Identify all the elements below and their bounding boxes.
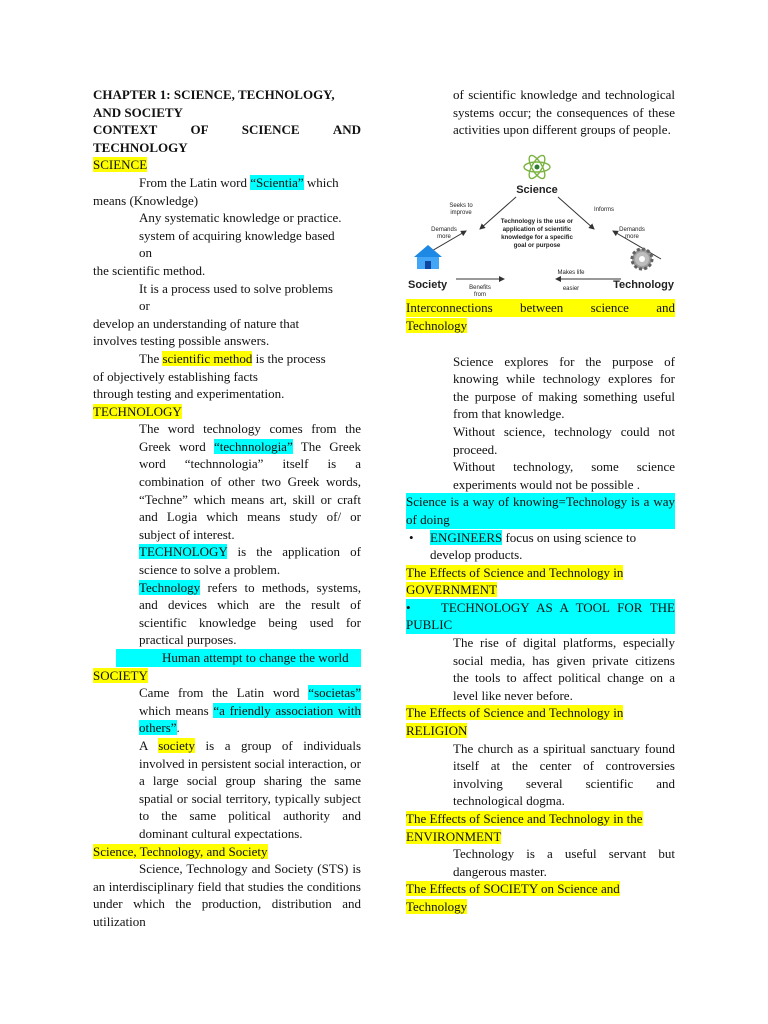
eff-rel-line-2: RELIGION: [406, 723, 468, 739]
sts-diagram: [406, 151, 675, 298]
and-word: AND: [332, 122, 361, 138]
church-para: The church as a spiritual sanctuary found itself at the center of controversies involving several scientific and technological dogma.: [453, 740, 675, 809]
technology-heading: [93, 403, 361, 421]
soc-p1-mid: which means: [139, 702, 214, 718]
interconn-word-1: Interconnections: [406, 300, 493, 316]
makes-label-1: Makes life: [557, 269, 585, 276]
bullet-dot-icon: •: [406, 599, 411, 615]
effects-environment-heading: [406, 810, 675, 828]
technnologia-highlight: “technnologia”: [214, 438, 293, 454]
sts-diagram-svg: [406, 151, 675, 298]
technology-caps-highlight: TECHNOLOGY: [139, 544, 228, 560]
bullet-dot-icon: •: [409, 529, 414, 545]
tech-p3-rest: refers to methods, systems, and devices which are the result of scientific knowledge being used for practical purposes.: [139, 579, 361, 648]
science-heading-text: SCIENCE: [93, 157, 148, 173]
interconnections-caption-line-2: [406, 317, 675, 335]
chapter-title-line-2: AND SOCIETY: [93, 104, 183, 120]
tech-p1-pre: Greek word: [139, 438, 215, 454]
tool-for-public-text: TECHNOLOGY AS A TOOL FOR THE PUBLIC: [406, 599, 675, 633]
gear-icon: [632, 249, 652, 269]
science-para-5: [93, 350, 361, 368]
science-word: SCIENCE: [241, 122, 300, 138]
science-para-4-line-4: involves testing possible answers.: [93, 333, 270, 349]
soc-p2-rest: is a group of individuals involved in persistent social interaction, or a large social group sharing the same spatial or social territory, typically subject to the same political authority and dominant cultural expectations.: [139, 737, 361, 841]
interconnections-caption-line-1: [406, 299, 675, 317]
context-title-line: [93, 121, 361, 139]
scientia-highlight: “Scientia”: [250, 174, 304, 190]
engineers-bullet-item: [406, 529, 675, 564]
without-technology-para: Without technology, some science experiments would not be possible .: [453, 459, 675, 492]
sts-heading-text: Science, Technology, and Society: [93, 843, 268, 859]
eff-gov-line-1: The Effects of Science and Technology in: [406, 564, 624, 580]
science-para-4-line-2: or: [139, 298, 150, 314]
eff-rel-line-1: The Effects of Science and Technology in: [406, 705, 624, 721]
benefits-label-2: from: [474, 291, 486, 298]
science-para-4-line-3: develop an understanding of nature that: [93, 315, 300, 331]
scientific-method-highlight: scientific method: [162, 350, 253, 366]
demands-right-1: Demands: [619, 226, 645, 233]
engineers-highlight: ENGINEERS: [430, 529, 503, 545]
science-para-4-line-1: It is a process used to solve problems: [139, 280, 333, 296]
eff-soc-line-2: Technology: [406, 898, 468, 914]
soc-p1-pre: Came from the Latin word: [139, 685, 309, 701]
tech-p1-post: The Greek: [292, 438, 361, 454]
science-para-5-line-2: of objectively establishing facts: [93, 368, 258, 384]
seeks-label-1: Seeks to: [449, 202, 473, 209]
society-heading-text: SOCIETY: [93, 667, 148, 683]
context-word: CONTEXT: [93, 122, 158, 138]
demands-left-1: Demands: [431, 226, 457, 233]
science-para-1: [93, 174, 361, 192]
sci-p1-pre: From the Latin word: [139, 174, 251, 190]
tech-p2-rest: is the application of science to solve a problem.: [139, 544, 361, 578]
science-para-3-line-2: on: [139, 245, 152, 261]
rise-para: The rise of digital platforms, especially social media, has given private citizens the tools to affect political change on a level like never before.: [453, 635, 675, 703]
science-para-3-line-1: system of acquiring knowledge based: [139, 227, 335, 243]
technology-word-highlight: Technology: [139, 579, 201, 595]
societas-highlight: “societas”: [308, 685, 361, 701]
atom-icon: [524, 153, 550, 181]
center-text-2: application of scientific: [502, 225, 572, 233]
sts-para-1: [93, 860, 361, 930]
interconn-word-2: between: [519, 300, 564, 316]
right-column: [406, 86, 675, 916]
society-heading: [93, 667, 361, 685]
engineers-rest: focus on using science to develop products.: [430, 529, 637, 563]
sci-p5-pre: The: [139, 350, 163, 366]
technology-para-4: [116, 649, 361, 667]
explores-para: Science explores for the purpose of knowing while technology explores for the purpose of making something useful from that knowledge.: [453, 353, 675, 422]
tech-p1-line-1: The word technology comes from the: [139, 421, 361, 437]
society-para-1: [93, 684, 361, 737]
sts-continuation: of scientific knowledge and technological systems occur; the consequences of these activities upon different groups of people.: [453, 87, 675, 138]
technology-para-2: [93, 543, 361, 578]
technology-para-3: [93, 579, 361, 649]
servant-para: Technology is a useful servant but dangerous master.: [453, 846, 675, 879]
soc-p2-pre: A: [139, 737, 159, 753]
tech-p1-line-2: [139, 438, 361, 456]
diagram-society-label: Society: [408, 278, 448, 291]
seeks-label-2: improve: [450, 209, 472, 216]
society-para-2: [93, 737, 361, 843]
demands-left-2: more: [437, 233, 451, 240]
effects-religion-heading: [406, 704, 675, 722]
effects-religion-heading-2: [406, 722, 675, 740]
soc-p1-end: .: [176, 720, 180, 736]
center-text-4: goal or purpose: [513, 241, 561, 249]
friendly-association-highlight: “a friendly association with others”: [139, 702, 361, 736]
science-para-2: Any systematic knowledge or practice.: [139, 210, 342, 226]
sci-p1-post: which: [303, 174, 339, 190]
effects-society-heading-2: [406, 898, 675, 916]
science-para-3-line-3: the scientific method.: [93, 262, 206, 278]
effects-society-heading: [406, 880, 675, 898]
demands-right-2: more: [625, 233, 639, 240]
diagram-technology-label: Technology: [613, 278, 674, 291]
technology-heading-text: TECHNOLOGY: [93, 403, 182, 419]
benefits-label-1: Benefits: [469, 284, 491, 291]
tool-for-public-item: [406, 599, 675, 634]
effects-government-heading-2: [406, 581, 675, 599]
sts-p1-text: Science, Technology and Society (STS) is an interdisciplinary field that studies the conditions under which the production, distribution and utilization: [93, 861, 361, 929]
interconn-word-4: and: [656, 300, 675, 316]
eff-gov-line-2: GOVERNMENT: [406, 582, 497, 598]
eff-env-line-2: ENVIRONMENT: [406, 828, 502, 844]
science-para-5-line-3: through testing and experimentation.: [93, 386, 285, 402]
informs-label: Informs: [593, 206, 615, 213]
diagram-science-label: Science: [516, 183, 558, 196]
society-word-highlight: society: [158, 737, 196, 753]
interconn-word-5: Technology: [406, 317, 468, 333]
way-of-knowing: Science is a way of knowing=Technology is a way of doing: [406, 494, 675, 527]
center-text-1: Technology is the use or: [500, 217, 574, 225]
context-title-line-2: TECHNOLOGY: [93, 139, 188, 155]
effects-environment-heading-2: [406, 828, 675, 846]
eff-env-line-1: The Effects of Science and Technology in the: [406, 811, 643, 826]
interconn-word-3: science: [590, 300, 629, 316]
science-heading: [93, 156, 361, 174]
of-word: OF: [190, 122, 209, 138]
makes-label-2: easier: [562, 285, 580, 292]
science-para-1-line-2: means (Knowledge): [93, 192, 199, 208]
sci-p5-post: is the process: [252, 350, 326, 366]
chapter-title-line-1: CHAPTER 1: SCIENCE, TECHNOLOGY,: [93, 87, 335, 102]
without-science-para: Without science, technology could not proceed.: [453, 423, 675, 457]
technology-para-1: [93, 420, 361, 543]
effects-government-heading: [406, 564, 675, 582]
eff-soc-line-1: The Effects of SOCIETY on Science and: [406, 881, 620, 897]
house-icon: [414, 245, 442, 269]
left-column: [93, 86, 361, 931]
tech-p1-rest: word “technnologia” itself is a combination of other two Greek words, “Techne” which means art, skill or craft and Logia which means study of/ or subject of interest.: [139, 456, 361, 542]
sts-heading: [93, 843, 361, 861]
center-text-3: knowledge for a specific: [501, 233, 573, 241]
human-attempt-text: Human attempt to change the world: [162, 650, 349, 665]
